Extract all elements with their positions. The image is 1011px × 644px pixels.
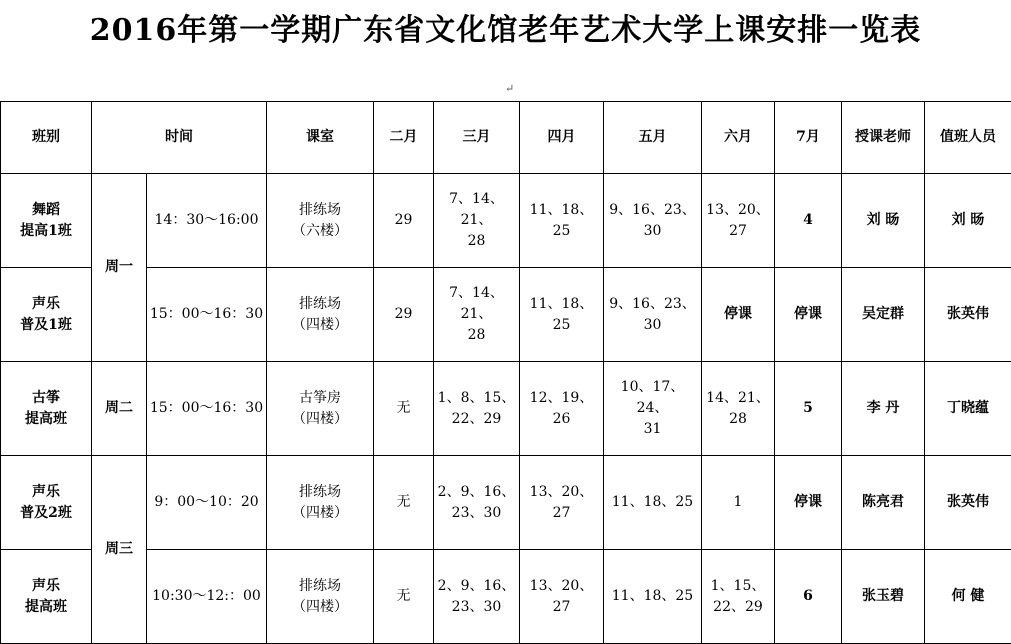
teacher-cell: 吴定群 <box>842 268 925 362</box>
class-line-1: 声乐 <box>3 294 89 315</box>
class-line-1: 声乐 <box>3 576 89 597</box>
header-feb: 二月 <box>374 102 434 174</box>
schedule-table <box>0 101 1011 644</box>
feb-cell: 无 <box>374 456 434 550</box>
mar-cell <box>434 550 520 644</box>
paragraph-mark: ↵ <box>505 82 514 95</box>
room-line-1: 排练场 <box>269 294 371 315</box>
mar-line-1: 1、8、15、 <box>436 388 517 409</box>
apr-line-2: 25 <box>522 221 601 242</box>
class-cell <box>1 456 92 550</box>
class-line-1: 舞蹈 <box>3 200 89 221</box>
apr-line-1: 11、18、 <box>522 294 601 315</box>
may-line-1: 9、16、23、 <box>606 200 699 221</box>
mar-line-2: 28 <box>436 231 517 252</box>
day-cell-wed: 周三 <box>92 456 147 644</box>
room-line-2: （四楼） <box>269 409 371 430</box>
jun-line-1: 14、21、 <box>704 388 772 409</box>
header-mar: 三月 <box>434 102 520 174</box>
may-line-2: 30 <box>606 221 699 242</box>
apr-line-1: 11、18、 <box>522 200 601 221</box>
mar-cell <box>434 362 520 456</box>
may-line-1: 9、16、23、 <box>606 294 699 315</box>
header-duty: 值班人员 <box>925 102 1011 174</box>
class-cell <box>1 550 92 644</box>
table-row <box>1 174 1011 268</box>
room-cell <box>267 456 374 550</box>
mar-cell <box>434 456 520 550</box>
jun-cell: 停课 <box>702 268 775 362</box>
jun-line-2: 27 <box>704 221 772 242</box>
header-room: 课室 <box>267 102 374 174</box>
teacher-cell: 李 丹 <box>842 362 925 456</box>
feb-cell: 29 <box>374 174 434 268</box>
jun-line-1: 13、20、 <box>704 200 772 221</box>
class-line-2: 普及1班 <box>3 315 89 336</box>
class-cell <box>1 268 92 362</box>
room-cell <box>267 550 374 644</box>
table-row <box>1 268 1011 362</box>
header-teacher: 授课老师 <box>842 102 925 174</box>
page-title: 2016年第一学期广东省文化馆老年艺术大学上课安排一览表 <box>0 10 1011 52</box>
jun-cell <box>702 550 775 644</box>
may-line-1: 10、17、24、 <box>606 377 699 419</box>
header-row <box>1 102 1011 174</box>
day-cell-tue: 周二 <box>92 362 147 456</box>
apr-cell <box>520 550 604 644</box>
jul-cell: 5 <box>775 362 842 456</box>
teacher-cell: 陈亮君 <box>842 456 925 550</box>
duty-cell: 刘 旸 <box>925 174 1011 268</box>
apr-line-2: 25 <box>522 315 601 336</box>
header-jul: 7月 <box>775 102 842 174</box>
teacher-cell: 刘 旸 <box>842 174 925 268</box>
may-cell: 11、18、25 <box>604 456 702 550</box>
time-cell: 9：00～10：20 <box>147 456 267 550</box>
feb-cell: 29 <box>374 268 434 362</box>
jun-line-2: 22、29 <box>704 597 772 618</box>
class-line-2: 普及2班 <box>3 503 89 524</box>
class-line-2: 提高班 <box>3 409 89 430</box>
room-line-2: （四楼） <box>269 315 371 336</box>
jul-cell: 停课 <box>775 456 842 550</box>
jul-cell: 4 <box>775 174 842 268</box>
time-cell: 15：00～16：30 <box>147 268 267 362</box>
may-cell <box>604 362 702 456</box>
apr-line-2: 26 <box>522 409 601 430</box>
table-row <box>1 362 1011 456</box>
room-cell <box>267 174 374 268</box>
mar-cell <box>434 174 520 268</box>
room-line-1: 排练场 <box>269 576 371 597</box>
room-line-2: （六楼） <box>269 221 371 242</box>
jun-line-2: 28 <box>704 409 772 430</box>
apr-cell <box>520 362 604 456</box>
room-cell <box>267 268 374 362</box>
mar-line-2: 28 <box>436 325 517 346</box>
apr-line-1: 12、19、 <box>522 388 601 409</box>
may-cell <box>604 174 702 268</box>
day-cell-mon: 周一 <box>92 174 147 362</box>
class-line-2: 提高1班 <box>3 221 89 242</box>
room-line-1: 排练场 <box>269 482 371 503</box>
apr-cell <box>520 268 604 362</box>
jun-cell <box>702 174 775 268</box>
table-row <box>1 456 1011 550</box>
may-cell <box>604 268 702 362</box>
jul-cell: 停课 <box>775 268 842 362</box>
feb-cell: 无 <box>374 550 434 644</box>
duty-cell: 丁晓蕴 <box>925 362 1011 456</box>
duty-cell: 何 健 <box>925 550 1011 644</box>
header-may: 五月 <box>604 102 702 174</box>
apr-cell <box>520 456 604 550</box>
may-line-2: 30 <box>606 315 699 336</box>
mar-line-1: 7、14、21、 <box>436 283 517 325</box>
class-cell <box>1 174 92 268</box>
duty-cell: 张英伟 <box>925 456 1011 550</box>
mar-cell <box>434 268 520 362</box>
teacher-cell: 张玉碧 <box>842 550 925 644</box>
room-line-2: （四楼） <box>269 503 371 524</box>
room-line-1: 古筝房 <box>269 388 371 409</box>
mar-line-1: 2、9、16、 <box>436 576 517 597</box>
class-line-1: 古筝 <box>3 388 89 409</box>
may-line-2: 31 <box>606 419 699 440</box>
mar-line-2: 23、30 <box>436 597 517 618</box>
header-time: 时间 <box>92 102 267 174</box>
header-class: 班别 <box>1 102 92 174</box>
apr-cell <box>520 174 604 268</box>
duty-cell: 张英伟 <box>925 268 1011 362</box>
apr-line-2: 27 <box>522 503 601 524</box>
table-row <box>1 550 1011 644</box>
may-cell: 11、18、25 <box>604 550 702 644</box>
room-cell <box>267 362 374 456</box>
mar-line-1: 2、9、16、 <box>436 482 517 503</box>
header-apr: 四月 <box>520 102 604 174</box>
class-line-2: 提高班 <box>3 597 89 618</box>
apr-line-1: 13、20、 <box>522 576 601 597</box>
apr-line-2: 27 <box>522 597 601 618</box>
time-cell: 15：00～16：30 <box>147 362 267 456</box>
jun-cell: 1 <box>702 456 775 550</box>
jul-cell: 6 <box>775 550 842 644</box>
jun-line-1: 1、15、 <box>704 576 772 597</box>
mar-line-2: 22、29 <box>436 409 517 430</box>
mar-line-2: 23、30 <box>436 503 517 524</box>
class-line-1: 声乐 <box>3 482 89 503</box>
time-cell: 14：30～16:00 <box>147 174 267 268</box>
header-jun: 六月 <box>702 102 775 174</box>
mar-line-1: 7、14、21、 <box>436 189 517 231</box>
class-cell <box>1 362 92 456</box>
apr-line-1: 13、20、 <box>522 482 601 503</box>
jun-cell <box>702 362 775 456</box>
room-line-1: 排练场 <box>269 200 371 221</box>
time-cell: 10:30～12:：00 <box>147 550 267 644</box>
room-line-2: （四楼） <box>269 597 371 618</box>
feb-cell: 无 <box>374 362 434 456</box>
